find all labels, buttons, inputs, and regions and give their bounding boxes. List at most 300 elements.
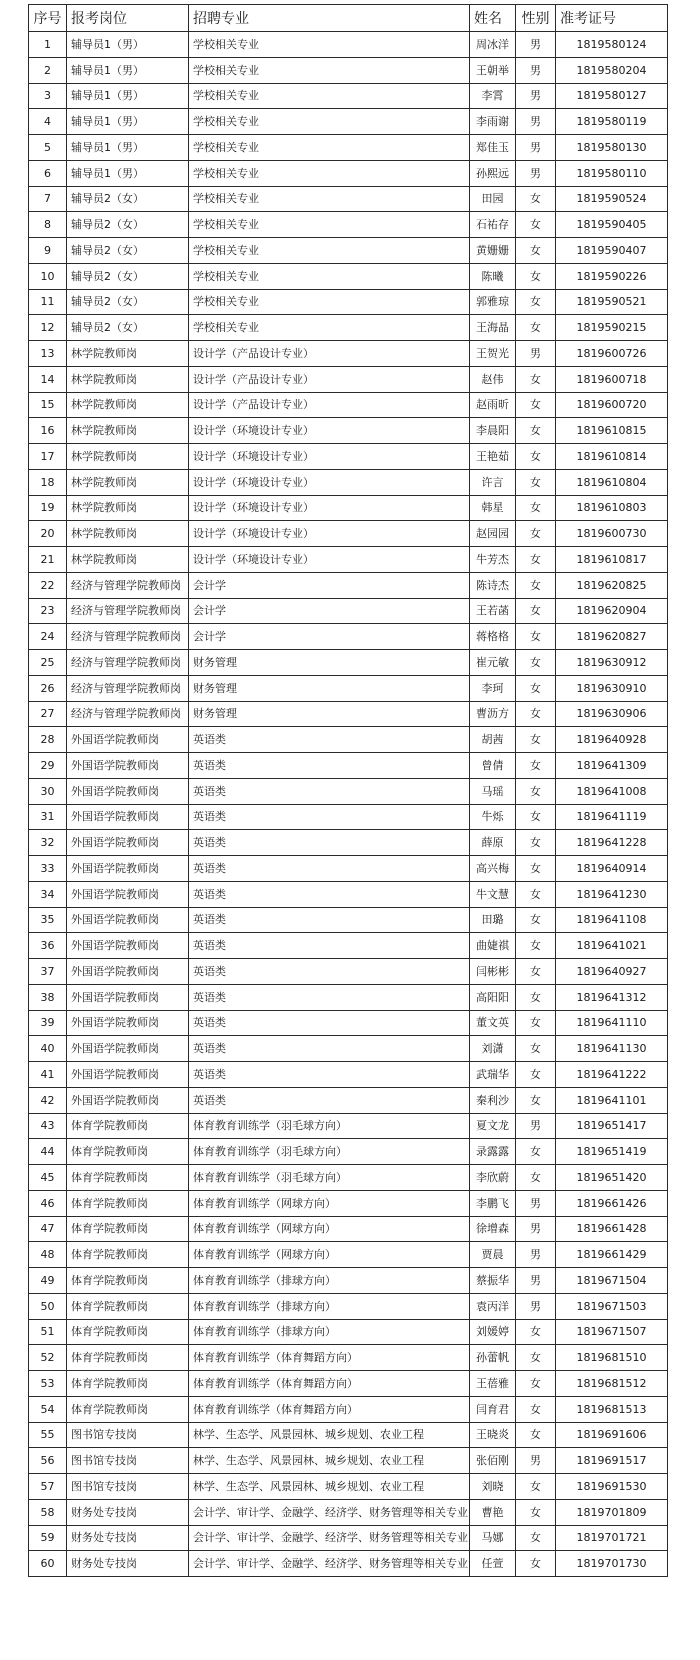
cell-seq: 57: [29, 1474, 67, 1500]
cell-name: 王晓炎: [470, 1422, 516, 1448]
table-row: [29, 1242, 668, 1268]
cell-position: 外国语学院教师岗: [67, 933, 189, 959]
cell-exam-id: 1819661426: [556, 1190, 668, 1216]
cell-gender: 男: [516, 160, 556, 186]
cell-name: 王海晶: [470, 315, 516, 341]
cell-seq: 31: [29, 804, 67, 830]
cell-name: 马娜: [470, 1525, 516, 1551]
cell-name: 牛文慧: [470, 881, 516, 907]
cell-major: 设计学（环境设计专业）: [189, 444, 470, 470]
cell-exam-id: 1819590215: [556, 315, 668, 341]
table-row: [29, 521, 668, 547]
cell-gender: 女: [516, 1010, 556, 1036]
cell-name: 闫育君: [470, 1396, 516, 1422]
cell-exam-id: 1819671503: [556, 1293, 668, 1319]
cell-name: 赵雨昕: [470, 392, 516, 418]
cell-gender: 女: [516, 881, 556, 907]
cell-gender: 男: [516, 1216, 556, 1242]
cell-gender: 女: [516, 727, 556, 753]
cell-exam-id: 1819580119: [556, 109, 668, 135]
cell-gender: 女: [516, 1499, 556, 1525]
table-row: [29, 1190, 668, 1216]
cell-seq: 49: [29, 1268, 67, 1294]
cell-exam-id: 1819590521: [556, 289, 668, 315]
cell-gender: 女: [516, 418, 556, 444]
table-row: [29, 263, 668, 289]
cell-exam-id: 1819661428: [556, 1216, 668, 1242]
cell-name: 陈诗杰: [470, 572, 516, 598]
cell-exam-id: 1819610814: [556, 444, 668, 470]
cell-position: 辅导员2（女）: [67, 315, 189, 341]
cell-position: 林学院教师岗: [67, 444, 189, 470]
cell-exam-id: 1819651420: [556, 1165, 668, 1191]
cell-seq: 21: [29, 547, 67, 573]
cell-position: 林学院教师岗: [67, 366, 189, 392]
table-row: [29, 907, 668, 933]
cell-major: 学校相关专业: [189, 238, 470, 264]
cell-exam-id: 1819681512: [556, 1371, 668, 1397]
cell-seq: 23: [29, 598, 67, 624]
cell-major: 学校相关专业: [189, 32, 470, 58]
header-major: 招聘专业: [189, 5, 470, 32]
cell-position: 辅导员1（男）: [67, 57, 189, 83]
cell-gender: 女: [516, 959, 556, 985]
cell-major: 设计学（产品设计专业）: [189, 366, 470, 392]
cell-seq: 38: [29, 984, 67, 1010]
cell-major: 林学、生态学、风景园林、城乡规划、农业工程: [189, 1474, 470, 1500]
cell-exam-id: 1819641108: [556, 907, 668, 933]
cell-name: 孙蕾帆: [470, 1345, 516, 1371]
cell-exam-id: 1819590405: [556, 212, 668, 238]
cell-name: 李欣蔚: [470, 1165, 516, 1191]
cell-gender: 男: [516, 57, 556, 83]
cell-position: 辅导员1（男）: [67, 109, 189, 135]
cell-gender: 男: [516, 32, 556, 58]
cell-position: 外国语学院教师岗: [67, 881, 189, 907]
table-row: [29, 366, 668, 392]
cell-major: 英语类: [189, 881, 470, 907]
cell-exam-id: 1819701721: [556, 1525, 668, 1551]
cell-position: 体育学院教师岗: [67, 1396, 189, 1422]
cell-seq: 2: [29, 57, 67, 83]
cell-exam-id: 1819641222: [556, 1062, 668, 1088]
cell-name: 李霄: [470, 83, 516, 109]
table-body: [29, 32, 668, 1577]
cell-major: 设计学（产品设计专业）: [189, 341, 470, 367]
cell-major: 英语类: [189, 1087, 470, 1113]
cell-seq: 44: [29, 1139, 67, 1165]
cell-name: 蔡振华: [470, 1268, 516, 1294]
cell-position: 林学院教师岗: [67, 418, 189, 444]
cell-seq: 51: [29, 1319, 67, 1345]
cell-position: 体育学院教师岗: [67, 1165, 189, 1191]
cell-name: 田璐: [470, 907, 516, 933]
table-row: [29, 444, 668, 470]
table-row: [29, 135, 668, 161]
cell-major: 财务管理: [189, 675, 470, 701]
cell-name: 贾晨: [470, 1242, 516, 1268]
table-row: [29, 57, 668, 83]
cell-gender: 女: [516, 1139, 556, 1165]
cell-gender: 男: [516, 135, 556, 161]
cell-exam-id: 1819641309: [556, 753, 668, 779]
cell-name: 刘潇: [470, 1036, 516, 1062]
cell-major: 会计学: [189, 572, 470, 598]
cell-gender: 女: [516, 1371, 556, 1397]
cell-position: 辅导员1（男）: [67, 83, 189, 109]
cell-gender: 男: [516, 83, 556, 109]
cell-exam-id: 1819630912: [556, 650, 668, 676]
cell-position: 外国语学院教师岗: [67, 856, 189, 882]
cell-gender: 女: [516, 984, 556, 1010]
cell-gender: 女: [516, 624, 556, 650]
cell-major: 设计学（环境设计专业）: [189, 495, 470, 521]
cell-gender: 女: [516, 1396, 556, 1422]
cell-exam-id: 1819580127: [556, 83, 668, 109]
table-row: [29, 1268, 668, 1294]
cell-major: 体育教育训练学（排球方向）: [189, 1268, 470, 1294]
cell-seq: 8: [29, 212, 67, 238]
cell-name: 李鹏飞: [470, 1190, 516, 1216]
cell-major: 学校相关专业: [189, 315, 470, 341]
cell-gender: 女: [516, 1062, 556, 1088]
cell-position: 林学院教师岗: [67, 392, 189, 418]
cell-name: 曹艳: [470, 1499, 516, 1525]
cell-position: 辅导员2（女）: [67, 212, 189, 238]
cell-position: 体育学院教师岗: [67, 1268, 189, 1294]
cell-seq: 37: [29, 959, 67, 985]
cell-name: 崔元敏: [470, 650, 516, 676]
table-row: [29, 1371, 668, 1397]
cell-seq: 24: [29, 624, 67, 650]
cell-gender: 女: [516, 1087, 556, 1113]
cell-seq: 4: [29, 109, 67, 135]
table-row: [29, 186, 668, 212]
cell-seq: 28: [29, 727, 67, 753]
cell-position: 经济与管理学院教师岗: [67, 650, 189, 676]
table-row: [29, 32, 668, 58]
cell-exam-id: 1819580204: [556, 57, 668, 83]
cell-name: 李珂: [470, 675, 516, 701]
cell-position: 辅导员1（男）: [67, 135, 189, 161]
cell-name: 孙熙远: [470, 160, 516, 186]
cell-major: 设计学（环境设计专业）: [189, 547, 470, 573]
cell-major: 英语类: [189, 830, 470, 856]
cell-major: 财务管理: [189, 650, 470, 676]
cell-name: 秦利沙: [470, 1087, 516, 1113]
cell-major: 体育教育训练学（体育舞蹈方向）: [189, 1396, 470, 1422]
cell-seq: 12: [29, 315, 67, 341]
cell-exam-id: 1819580110: [556, 160, 668, 186]
cell-position: 图书馆专技岗: [67, 1474, 189, 1500]
header-gender: 性别: [516, 5, 556, 32]
cell-seq: 33: [29, 856, 67, 882]
cell-position: 外国语学院教师岗: [67, 727, 189, 753]
cell-position: 财务处专技岗: [67, 1499, 189, 1525]
cell-exam-id: 1819620825: [556, 572, 668, 598]
table-row: [29, 753, 668, 779]
table-row: [29, 933, 668, 959]
table-row: [29, 289, 668, 315]
cell-exam-id: 1819610815: [556, 418, 668, 444]
cell-gender: 女: [516, 701, 556, 727]
cell-seq: 42: [29, 1087, 67, 1113]
cell-name: 曲婕祺: [470, 933, 516, 959]
cell-name: 闫彬彬: [470, 959, 516, 985]
cell-position: 体育学院教师岗: [67, 1139, 189, 1165]
cell-position: 外国语学院教师岗: [67, 753, 189, 779]
cell-major: 英语类: [189, 984, 470, 1010]
cell-seq: 10: [29, 263, 67, 289]
cell-position: 辅导员2（女）: [67, 263, 189, 289]
cell-name: 王贺光: [470, 341, 516, 367]
cell-major: 英语类: [189, 1062, 470, 1088]
cell-position: 图书馆专技岗: [67, 1448, 189, 1474]
cell-position: 体育学院教师岗: [67, 1190, 189, 1216]
cell-seq: 9: [29, 238, 67, 264]
cell-name: 高阳阳: [470, 984, 516, 1010]
cell-gender: 女: [516, 907, 556, 933]
cell-position: 经济与管理学院教师岗: [67, 624, 189, 650]
cell-exam-id: 1819640928: [556, 727, 668, 753]
cell-gender: 男: [516, 1293, 556, 1319]
header-seq: 序号: [29, 5, 67, 32]
cell-position: 辅导员2（女）: [67, 186, 189, 212]
cell-major: 会计学: [189, 624, 470, 650]
cell-major: 林学、生态学、风景园林、城乡规划、农业工程: [189, 1422, 470, 1448]
cell-gender: 女: [516, 212, 556, 238]
cell-seq: 46: [29, 1190, 67, 1216]
cell-major: 设计学（产品设计专业）: [189, 392, 470, 418]
cell-seq: 7: [29, 186, 67, 212]
table-row: [29, 984, 668, 1010]
cell-major: 会计学、审计学、金融学、经济学、财务管理等相关专业: [189, 1551, 470, 1577]
cell-exam-id: 1819641119: [556, 804, 668, 830]
cell-exam-id: 1819630910: [556, 675, 668, 701]
cell-major: 会计学: [189, 598, 470, 624]
cell-major: 英语类: [189, 856, 470, 882]
cell-seq: 26: [29, 675, 67, 701]
cell-exam-id: 1819641312: [556, 984, 668, 1010]
cell-major: 英语类: [189, 778, 470, 804]
table-row: [29, 341, 668, 367]
table-row: [29, 1139, 668, 1165]
cell-gender: 男: [516, 341, 556, 367]
table-row: [29, 238, 668, 264]
cell-gender: 女: [516, 1036, 556, 1062]
cell-position: 辅导员1（男）: [67, 160, 189, 186]
cell-major: 学校相关专业: [189, 83, 470, 109]
cell-exam-id: 1819640914: [556, 856, 668, 882]
cell-position: 辅导员2（女）: [67, 238, 189, 264]
table-row: [29, 727, 668, 753]
cell-position: 外国语学院教师岗: [67, 778, 189, 804]
cell-gender: 女: [516, 1551, 556, 1577]
cell-seq: 55: [29, 1422, 67, 1448]
cell-exam-id: 1819610803: [556, 495, 668, 521]
cell-gender: 女: [516, 1422, 556, 1448]
cell-gender: 女: [516, 547, 556, 573]
cell-seq: 19: [29, 495, 67, 521]
cell-seq: 52: [29, 1345, 67, 1371]
cell-position: 图书馆专技岗: [67, 1422, 189, 1448]
cell-seq: 41: [29, 1062, 67, 1088]
table-row: [29, 675, 668, 701]
cell-gender: 女: [516, 1319, 556, 1345]
cell-exam-id: 1819641021: [556, 933, 668, 959]
cell-gender: 女: [516, 469, 556, 495]
cell-position: 外国语学院教师岗: [67, 1010, 189, 1036]
cell-exam-id: 1819661429: [556, 1242, 668, 1268]
table-row: [29, 624, 668, 650]
cell-name: 许言: [470, 469, 516, 495]
cell-name: 张佰刚: [470, 1448, 516, 1474]
cell-name: 王艳茹: [470, 444, 516, 470]
cell-position: 财务处专技岗: [67, 1551, 189, 1577]
table-row: [29, 83, 668, 109]
cell-position: 体育学院教师岗: [67, 1345, 189, 1371]
cell-name: 刘媛婷: [470, 1319, 516, 1345]
cell-exam-id: 1819620827: [556, 624, 668, 650]
cell-major: 英语类: [189, 1036, 470, 1062]
cell-exam-id: 1819600718: [556, 366, 668, 392]
cell-major: 林学、生态学、风景园林、城乡规划、农业工程: [189, 1448, 470, 1474]
table-row: [29, 1448, 668, 1474]
table-row: [29, 1087, 668, 1113]
cell-major: 设计学（环境设计专业）: [189, 521, 470, 547]
cell-major: 学校相关专业: [189, 186, 470, 212]
cell-major: 英语类: [189, 907, 470, 933]
table-row: [29, 778, 668, 804]
cell-exam-id: 1819600720: [556, 392, 668, 418]
cell-seq: 53: [29, 1371, 67, 1397]
cell-exam-id: 1819691530: [556, 1474, 668, 1500]
cell-name: 胡茜: [470, 727, 516, 753]
cell-name: 袁丙洋: [470, 1293, 516, 1319]
cell-name: 郭雅琼: [470, 289, 516, 315]
cell-exam-id: 1819671504: [556, 1268, 668, 1294]
cell-exam-id: 1819651417: [556, 1113, 668, 1139]
cell-exam-id: 1819610817: [556, 547, 668, 573]
cell-exam-id: 1819681510: [556, 1345, 668, 1371]
cell-gender: 男: [516, 109, 556, 135]
cell-exam-id: 1819641008: [556, 778, 668, 804]
cell-name: 武瑞华: [470, 1062, 516, 1088]
table-row: [29, 701, 668, 727]
cell-seq: 32: [29, 830, 67, 856]
cell-position: 经济与管理学院教师岗: [67, 675, 189, 701]
header-name: 姓名: [470, 5, 516, 32]
cell-seq: 36: [29, 933, 67, 959]
cell-major: 英语类: [189, 959, 470, 985]
cell-name: 曹沥方: [470, 701, 516, 727]
cell-gender: 女: [516, 186, 556, 212]
cell-position: 外国语学院教师岗: [67, 804, 189, 830]
cell-major: 体育教育训练学（羽毛球方向）: [189, 1139, 470, 1165]
cell-position: 经济与管理学院教师岗: [67, 572, 189, 598]
table-row: [29, 418, 668, 444]
cell-exam-id: 1819641101: [556, 1087, 668, 1113]
cell-gender: 男: [516, 1113, 556, 1139]
cell-exam-id: 1819600726: [556, 341, 668, 367]
cell-name: 田园: [470, 186, 516, 212]
cell-exam-id: 1819641228: [556, 830, 668, 856]
cell-exam-id: 1819671507: [556, 1319, 668, 1345]
cell-gender: 女: [516, 366, 556, 392]
cell-exam-id: 1819590407: [556, 238, 668, 264]
cell-gender: 女: [516, 495, 556, 521]
cell-position: 辅导员1（男）: [67, 32, 189, 58]
cell-position: 林学院教师岗: [67, 469, 189, 495]
table-row: [29, 1345, 668, 1371]
cell-seq: 59: [29, 1525, 67, 1551]
cell-major: 体育教育训练学（排球方向）: [189, 1293, 470, 1319]
table-row: [29, 547, 668, 573]
cell-major: 学校相关专业: [189, 263, 470, 289]
cell-exam-id: 1819580130: [556, 135, 668, 161]
cell-exam-id: 1819600730: [556, 521, 668, 547]
table-row: [29, 804, 668, 830]
cell-major: 英语类: [189, 933, 470, 959]
cell-gender: 女: [516, 1525, 556, 1551]
cell-major: 体育教育训练学（体育舞蹈方向）: [189, 1345, 470, 1371]
cell-position: 体育学院教师岗: [67, 1113, 189, 1139]
cell-name: 李雨谢: [470, 109, 516, 135]
header-row: [29, 5, 668, 32]
cell-name: 李晨阳: [470, 418, 516, 444]
cell-exam-id: 1819681513: [556, 1396, 668, 1422]
table-row: [29, 495, 668, 521]
cell-name: 王若菡: [470, 598, 516, 624]
cell-seq: 14: [29, 366, 67, 392]
table-row: [29, 315, 668, 341]
table-row: [29, 1499, 668, 1525]
cell-position: 外国语学院教师岗: [67, 1087, 189, 1113]
cell-gender: 女: [516, 572, 556, 598]
cell-major: 英语类: [189, 804, 470, 830]
table-row: [29, 1319, 668, 1345]
cell-exam-id: 1819691517: [556, 1448, 668, 1474]
table-row: [29, 392, 668, 418]
cell-position: 体育学院教师岗: [67, 1371, 189, 1397]
cell-gender: 男: [516, 1190, 556, 1216]
cell-major: 英语类: [189, 753, 470, 779]
cell-exam-id: 1819620904: [556, 598, 668, 624]
cell-seq: 30: [29, 778, 67, 804]
cell-name: 黄姗姗: [470, 238, 516, 264]
cell-major: 体育教育训练学（网球方向）: [189, 1190, 470, 1216]
table-row: [29, 1293, 668, 1319]
table-row: [29, 830, 668, 856]
cell-position: 林学院教师岗: [67, 547, 189, 573]
cell-name: 薛原: [470, 830, 516, 856]
table-row: [29, 1551, 668, 1577]
cell-gender: 女: [516, 263, 556, 289]
cell-name: 王朝举: [470, 57, 516, 83]
cell-position: 体育学院教师岗: [67, 1216, 189, 1242]
cell-position: 体育学院教师岗: [67, 1242, 189, 1268]
cell-position: 经济与管理学院教师岗: [67, 701, 189, 727]
cell-major: 英语类: [189, 1010, 470, 1036]
cell-gender: 女: [516, 830, 556, 856]
cell-name: 石祐存: [470, 212, 516, 238]
cell-seq: 15: [29, 392, 67, 418]
cell-exam-id: 1819691606: [556, 1422, 668, 1448]
table-row: [29, 1113, 668, 1139]
cell-seq: 22: [29, 572, 67, 598]
cell-major: 体育教育训练学（网球方向）: [189, 1216, 470, 1242]
cell-exam-id: 1819590524: [556, 186, 668, 212]
